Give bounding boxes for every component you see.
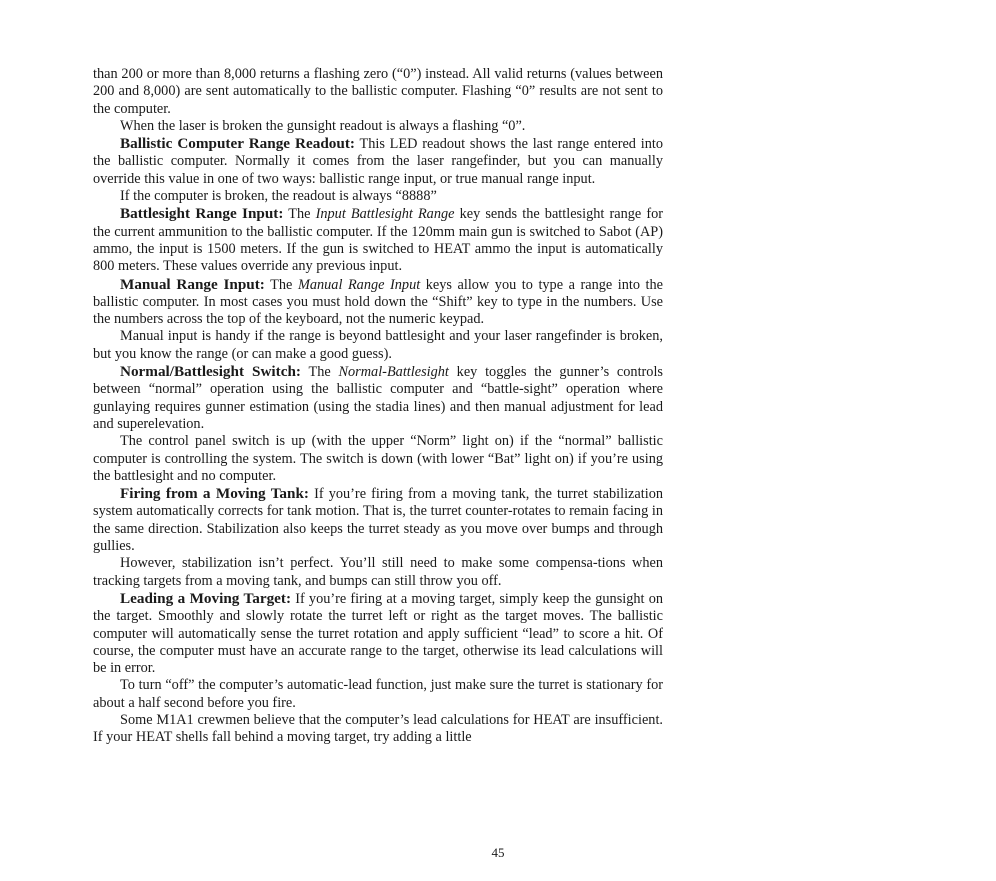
page-number: 45 — [491, 845, 505, 860]
paragraph — [93, 433, 663, 485]
paragraph-text: If you’re firing from a moving tank, the turret stabilization system automatically corrects for tank motion. That is, the turret counter-rotates to remain facing in the same direction. Stabilization also keeps the turret steady as you move over bumps and through gullies. — [93, 486, 663, 555]
paragraph — [93, 276, 663, 329]
paragraph-lead-text: The — [288, 206, 311, 223]
section-heading: Leading a Moving Target: — [120, 589, 292, 607]
paragraph-text: This LED readout shows the last range entered into the ballistic computer. Normally it comes from the laser rangefinder, but you can manually override this value in one of two ways: ballistic range input, or true manual range input. — [93, 136, 663, 187]
section-heading: Normal/Battlesight Switch: — [120, 363, 301, 381]
paragraph — [93, 485, 663, 555]
paragraph — [93, 188, 663, 205]
paragraph — [93, 363, 663, 433]
paragraph-lead-text: The — [308, 364, 331, 381]
key-name: Manual Range Input — [297, 276, 421, 293]
paragraph-text: than 200 or more than 8,000 returns a flashing zero (“0”) instead. All valid returns (values between 200 and 8,000) are sent automatically to the ballistic computer. Flashing “0” results are not sent to the computer. — [93, 66, 663, 117]
key-name: Input Battlesight Range — [315, 206, 455, 223]
paragraph-text: When the laser is broken the gunsight readout is always a flashing “0”. — [120, 117, 526, 134]
key-name: Normal-Battlesight — [338, 364, 449, 381]
paragraph — [93, 135, 663, 188]
paragraph — [93, 590, 663, 677]
paragraph-text: However, stabilization isn’t perfect. You’ll still need to make some compensa-tions when tracking targets from a moving tank, and bumps can still throw you off. — [93, 555, 663, 589]
paragraph-text: Manual input is handy if the range is beyond battlesight and your laser rangefinder is broken, but you know the range (or can make a good guess). — [93, 328, 663, 362]
paragraph-text: If you’re firing at a moving target, simply keep the gunsight on the target. Smoothly and slowly rotate the turret left or right as the target moves. The ballistic computer will automatically sense the turret rotation and apply sufficient “lead” to score a hit. Of course, the computer must have an accurate range to the target, otherwise its lead calculations will be in error. — [93, 590, 663, 677]
paragraph — [93, 712, 663, 747]
paragraph — [93, 328, 663, 363]
page-body — [93, 66, 663, 747]
paragraph — [93, 205, 663, 275]
paragraph-text: The control panel switch is up (with the upper “Norm” light on) if the “normal” ballistic computer is controlling the system. The switch is down (with lower “Bat” light on) if you’re using the battlesight and no computer. — [93, 433, 663, 484]
paragraph-text: key sends the battlesight range for the current ammunition to the ballistic computer. If the 120mm main gun is switched to Sabot (AP) ammo, the input is 1500 meters. If the gun is switched to HEAT ammo the input is automatically 800 meters. These values override any previous input. — [93, 206, 663, 275]
paragraph — [93, 118, 663, 135]
section-heading: Ballistic Computer Range Readout: — [120, 135, 355, 153]
paragraph — [93, 677, 663, 712]
paragraph-lead-text: The — [270, 276, 293, 293]
section-heading: Battlesight Range Input: — [120, 205, 284, 223]
paragraph — [93, 555, 663, 590]
paragraph-text: If the computer is broken, the readout is always “8888” — [120, 188, 437, 205]
paragraph — [93, 66, 663, 118]
section-heading: Manual Range Input: — [120, 275, 265, 293]
section-heading: Firing from a Moving Tank: — [120, 485, 309, 503]
paragraph-text: key toggles the gunner’s controls between “normal” operation using the ballistic computer and “battle-sight” operation where gunlaying requires gunner estimation (using the stadia lines) and then manual adjustment for lead and superelevation. — [93, 364, 663, 432]
paragraph-text: Some M1A1 crewmen believe that the computer’s lead calculations for HEAT are insufficient. If your HEAT shells fall behind a moving target, try adding a little — [93, 711, 663, 746]
paragraph-text: keys allow you to type a range into the ballistic computer. In most cases you must hold down the “Shift” key to type in the numbers. Use the numbers across the top of the keyboard, not the numeric keypad. — [93, 276, 664, 328]
paragraph-text: To turn “off” the computer’s automatic-lead function, just make sure the turret is stationary for about a half second before you fire. — [93, 677, 663, 711]
